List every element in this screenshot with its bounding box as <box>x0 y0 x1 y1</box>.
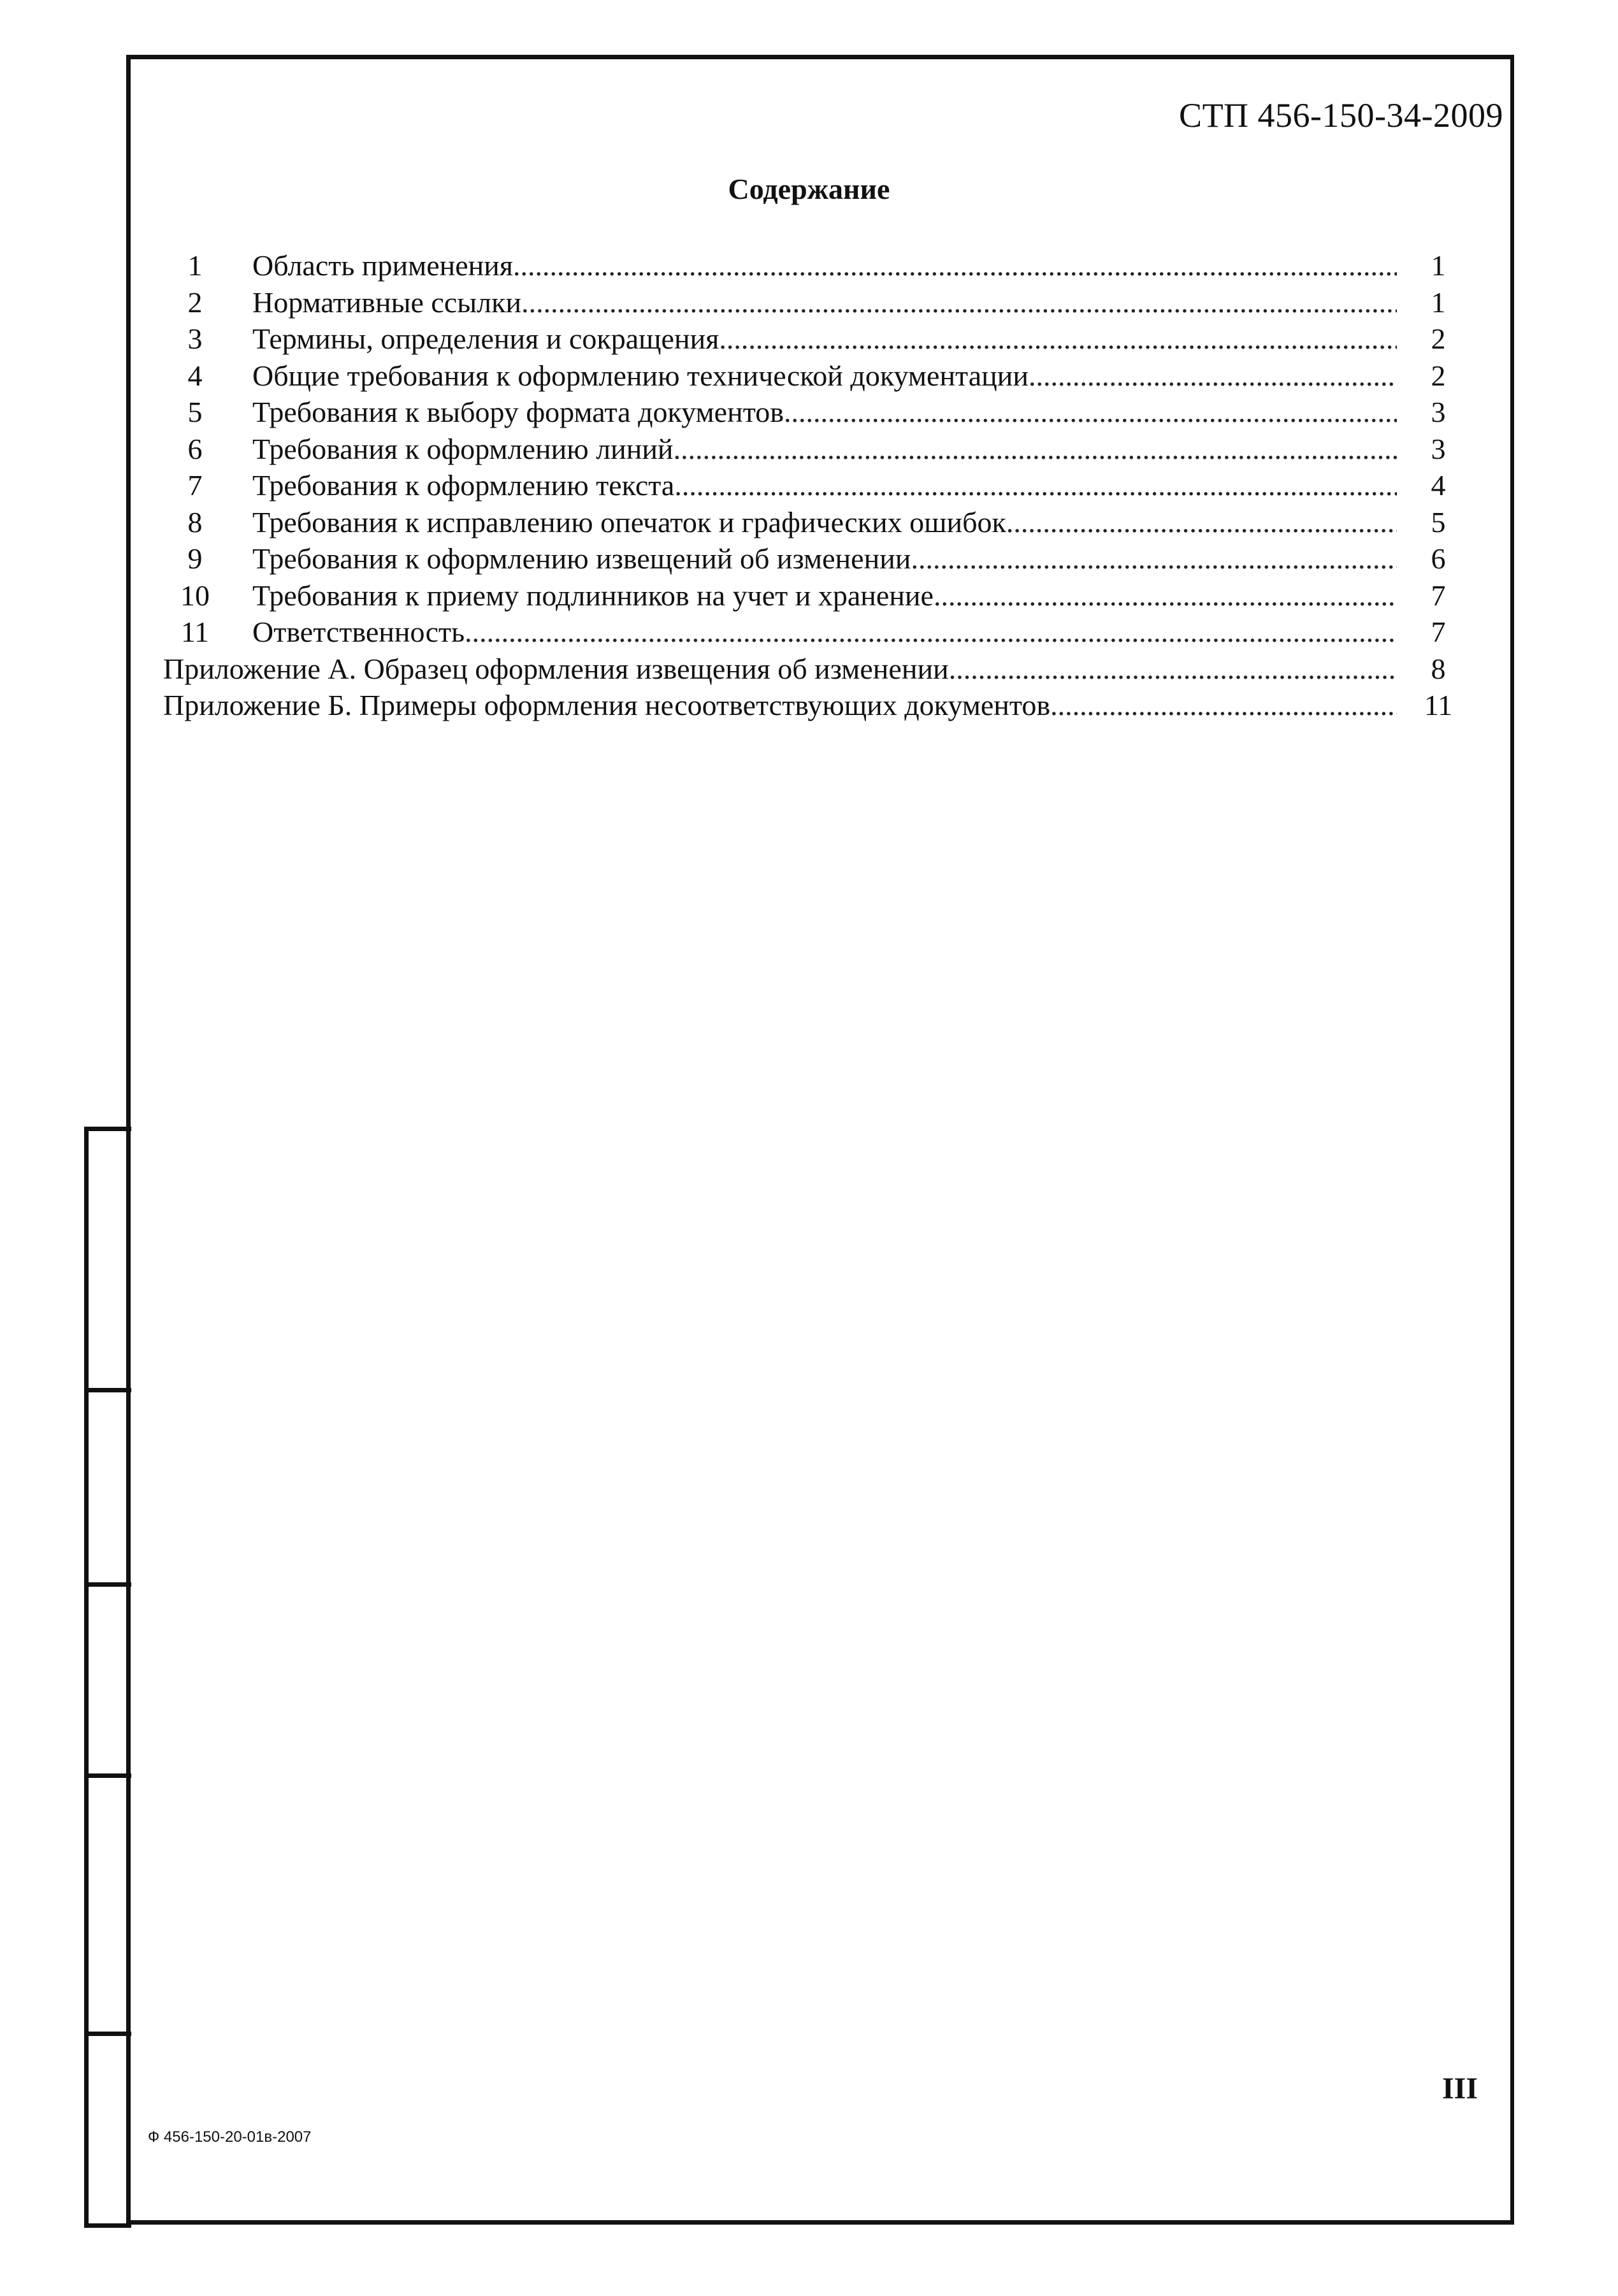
toc-number: 4 <box>187 359 203 392</box>
toc-page-number: 8 <box>1431 652 1446 685</box>
toc-title: Ответственность <box>252 616 465 648</box>
leader-dots <box>949 651 1397 687</box>
strip-line <box>84 1127 89 2228</box>
toc-title: Общие требования к оформлению технической документации <box>252 359 1029 392</box>
leader-dots <box>784 394 1397 430</box>
toc-number: 7 <box>187 469 203 502</box>
toc-page-number: 2 <box>1431 322 1446 355</box>
toc-appendix-a[interactable] <box>163 651 1467 688</box>
toc-entry-8[interactable] <box>163 504 1467 541</box>
toc-appendix-b[interactable] <box>163 687 1467 724</box>
strip-divider <box>84 1388 131 1392</box>
toc-title: Требования к оформлению извещений об изменении <box>252 542 911 575</box>
toc-page-number: 2 <box>1431 359 1446 392</box>
toc-page-number: 7 <box>1431 579 1446 612</box>
strip-divider <box>84 1773 131 1778</box>
toc-number: 2 <box>187 285 203 319</box>
toc-title: Требования к исправлению опечаток и графических ошибок <box>252 505 1006 538</box>
page-title: Содержание <box>728 173 890 205</box>
table-of-contents <box>163 247 1467 724</box>
leader-dots <box>674 467 1397 503</box>
toc-number: 10 <box>180 579 210 612</box>
strip-divider <box>84 1127 131 1131</box>
leader-dots <box>521 284 1397 321</box>
leader-dots <box>465 614 1397 650</box>
toc-title: Требования к выбору формата документов <box>252 396 784 428</box>
leader-dots <box>719 321 1397 357</box>
leader-dots <box>1029 357 1397 394</box>
toc-entry-6[interactable] <box>163 431 1467 468</box>
toc-page-number: 4 <box>1431 469 1446 502</box>
leader-dots <box>1050 687 1397 723</box>
toc-title: Приложение А. Образец оформления извещения об изменении <box>163 652 949 685</box>
toc-number: 5 <box>187 396 203 428</box>
toc-page-number: 1 <box>1431 249 1446 282</box>
toc-entry-1[interactable] <box>163 247 1467 284</box>
page-number: III <box>1441 2072 1478 2105</box>
leader-dots <box>1006 504 1397 540</box>
toc-page-number: 3 <box>1431 396 1446 428</box>
toc-entry-3[interactable] <box>163 321 1467 357</box>
toc-entry-2[interactable] <box>163 284 1467 321</box>
form-code: Ф 456-150-20-01в-2007 <box>148 2128 312 2146</box>
strip-divider <box>84 2032 131 2036</box>
binding-strip <box>84 1127 131 2228</box>
toc-title: Требования к приему подлинников на учет и хранение <box>252 579 934 612</box>
toc-entry-10[interactable] <box>163 577 1467 614</box>
document-code: СТП 456-150-34-2009 <box>1179 96 1503 134</box>
toc-title: Область применения <box>252 249 514 282</box>
strip-divider <box>84 2223 131 2228</box>
toc-title: Требования к оформлению линий <box>252 432 674 465</box>
strip-divider <box>84 1582 131 1587</box>
toc-number: 1 <box>187 249 203 282</box>
toc-page-number: 5 <box>1431 505 1446 538</box>
toc-title: Требования к оформлению текста <box>252 469 675 502</box>
toc-number: 9 <box>187 542 203 575</box>
leader-dots <box>934 577 1397 614</box>
leader-dots <box>911 540 1397 577</box>
toc-page-number: 3 <box>1431 432 1446 465</box>
toc-number: 6 <box>187 432 203 465</box>
toc-title: Нормативные ссылки <box>252 285 522 319</box>
toc-number: 8 <box>187 505 203 538</box>
toc-entry-11[interactable] <box>163 614 1467 651</box>
toc-entry-5[interactable] <box>163 394 1467 431</box>
toc-page-number: 6 <box>1431 542 1446 575</box>
toc-number: 11 <box>180 616 210 648</box>
toc-number: 3 <box>187 322 203 355</box>
toc-page-number: 11 <box>1424 689 1453 721</box>
toc-title: Термины, определения и сокращения <box>252 322 719 355</box>
toc-page-number: 7 <box>1431 616 1446 648</box>
toc-title: Приложение Б. Примеры оформления несоответствующих документов <box>163 689 1051 721</box>
toc-entry-4[interactable] <box>163 357 1467 394</box>
toc-entry-9[interactable] <box>163 540 1467 577</box>
toc-page-number: 1 <box>1431 285 1446 319</box>
toc-entry-7[interactable] <box>163 467 1467 504</box>
leader-dots <box>674 431 1397 467</box>
leader-dots <box>513 247 1397 284</box>
